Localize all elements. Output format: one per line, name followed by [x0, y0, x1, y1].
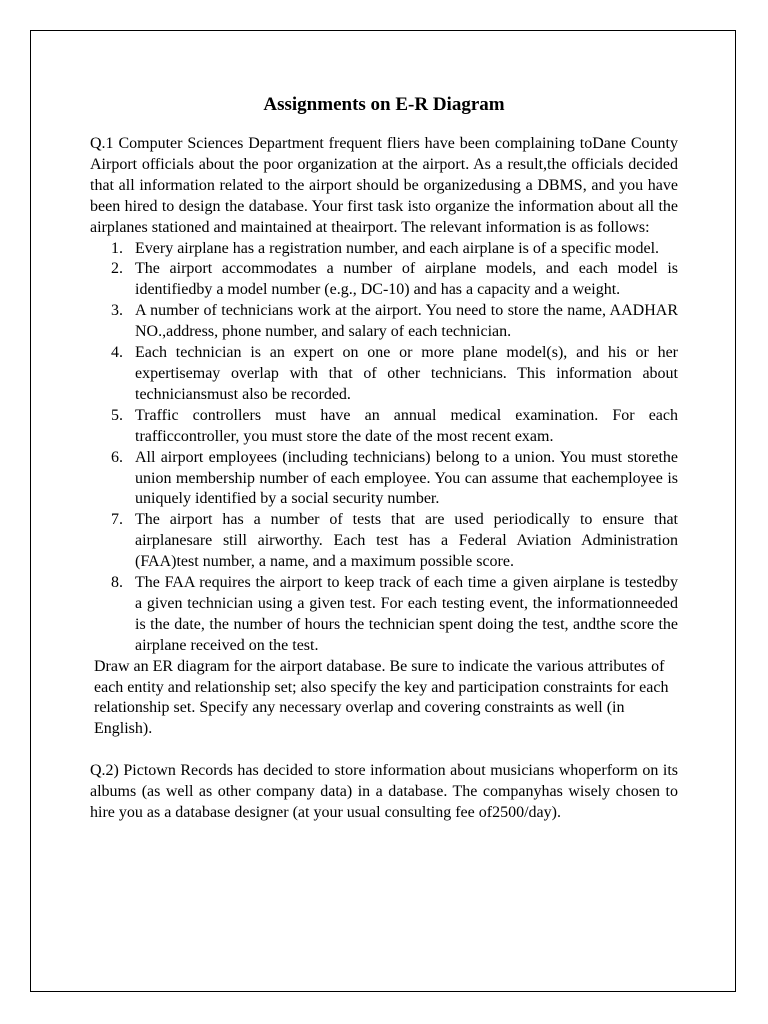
- list-item-number: 6.: [111, 448, 123, 466]
- list-item-text: Each technician is an expert on one or more plane model(s), and his or her expertisemay overlap with that of other technicians. This information about techniciansmust also be recorded.: [135, 344, 678, 403]
- list-item-number: 7.: [111, 511, 123, 529]
- list-item-text: All airport employees (including technicians) belong to a union. You must storethe union membership number of each employee. You can assume that eachemployee is uniquely identified by a social security number.: [135, 448, 678, 508]
- list-item: [90, 259, 678, 301]
- list-item: [90, 301, 678, 343]
- list-item-number: 3.: [111, 302, 123, 320]
- list-item-text: Traffic controllers must have an annual medical examination. For each trafficcontroller, you must store the date of the most recent exam.: [135, 406, 678, 445]
- list-item-text: The airport has a number of tests that are used periodically to ensure that airplanesare still airworthy. Each test has a Federal Aviation Administration (FAA)test number, a name, and a maximum possible score.: [135, 511, 678, 571]
- document-body: [90, 93, 678, 824]
- q1-intro: Q.1 Computer Sciences Department frequent fliers have been complaining toDane County Airport officials about the poor organization at the airport. As a result,the officials decided that all information related to the airport should be organizedusing a DBMS, and you have been hired to design the database. Your first task isto organize the information about all the airplanes stationed and maintained at theairport. The relevant information is as follows:: [90, 135, 678, 236]
- list-item-text: A number of technicians work at the airport. You need to store the name, AADHAR NO.,address, phone number, and salary of each technician.: [135, 302, 678, 341]
- list-item: [90, 239, 678, 260]
- list-item: [90, 448, 678, 511]
- requirements-list: [90, 239, 678, 657]
- list-item-number: 2.: [111, 260, 123, 278]
- list-item-number: 1.: [111, 239, 123, 257]
- list-item-text: Every airplane has a registration number, and each airplane is of a specific model.: [135, 239, 660, 257]
- list-item-number: 4.: [111, 344, 123, 362]
- list-item-number: 8.: [111, 574, 123, 592]
- paragraph-spacer: [90, 740, 678, 761]
- list-item: [90, 343, 678, 406]
- list-item-number: 5.: [111, 406, 123, 424]
- list-item-text: The FAA requires the airport to keep track of each time a given airplane is testedby a given technician using a given test. For each testing event, the informationneeded is the date, the number of hours the technician spent doing the test, andthe score the airplane received on the test.: [135, 574, 678, 654]
- q1-instructions: Draw an ER diagram for the airport database. Be sure to indicate the various attributes of each entity and relationship set; also specify the key and participation constraints for each relationship set. Specify any necessary overlap and covering constraints as well (in English).: [94, 657, 669, 738]
- list-item: [90, 573, 678, 657]
- document-title: Assignments on E-R Diagram: [263, 94, 505, 115]
- q2-intro: Q.2) Pictown Records has decided to store information about musicians whoperform on its albums (as well as other company data) in a database. The companyhas wisely chosen to hire you as a database designer (at your usual consulting fee of2500/day).: [90, 762, 678, 821]
- list-item: [90, 406, 678, 448]
- list-item: [90, 510, 678, 573]
- list-item-text: The airport accommodates a number of airplane models, and each model is identifiedby a model number (e.g., DC-10) and has a capacity and a weight.: [135, 260, 678, 299]
